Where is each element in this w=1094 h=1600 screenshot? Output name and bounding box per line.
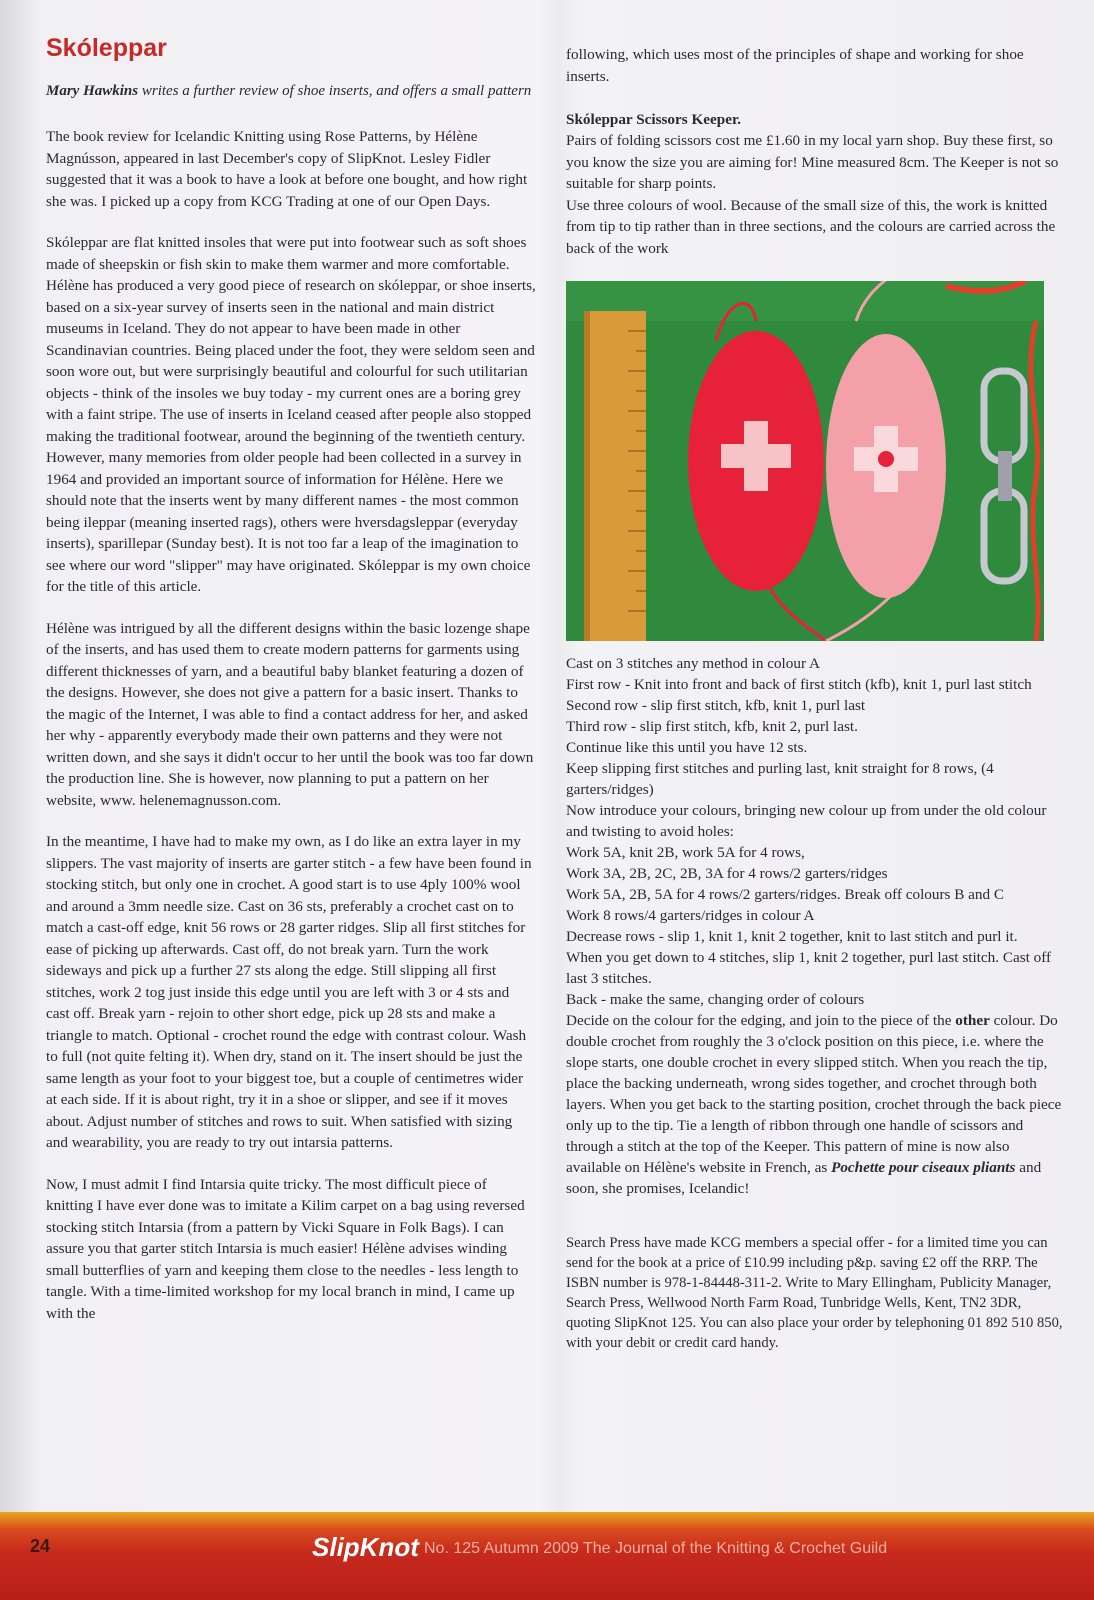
byline-author: Mary Hawkins xyxy=(46,83,139,99)
pattern-intro: Pairs of folding scissors cost me £1.60 in my local yarn shop. Buy these first, so you know the size you are aiming for! Mine measured 8cm. The Keeper is not so suitable for sharp points. xyxy=(566,132,1059,192)
pattern-instructions xyxy=(566,653,1066,1199)
byline-text: writes a further review of shoe inserts, and offers a small pattern xyxy=(138,83,532,99)
paragraph: The book review for Icelandic Knitting using Rose Patterns, by Hélène Magnússon, appeared in last December's copy of SlipKnot. Lesley Fidler suggested that it was a book to have a look at before one bought, and how right she was. I picked up a copy from KCG Trading at one of our Open Days. xyxy=(46,128,528,210)
article-byline xyxy=(46,81,536,102)
pattern-title: Skóleppar Scissors Keeper. xyxy=(566,111,742,128)
edging-instruction xyxy=(566,1010,1066,1199)
paragraph: Skóleppar are flat knitted insoles that were put into footwear such as soft shoes made of sheepskin or fish skin to make them warmer and more comfortable. Hélène has produced a very good piece of research on skóleppar, or shoe inserts, based on a six-year survey of inserts seen in the national and main district museums in Iceland. They do not appear to have been made in other Scandinavian countries. Being placed under the foot, they were seldom seen and soon wore out, but were surprisingly beautiful and colourful for such utilitarian objects - think of the insoles we buy today - my current ones are a boring grey with a faint stripe. The use of inserts in Iceland ceased after people also stopped making the traditional footwear, around the beginning of the twentieth century. However, many memories from older people had been collected in a survey in 1964 and provided an important source of information for Hélène. Here we should note that the inserts went by many different names - the most common being ileppar (meaning inserted rags), others were hversdagsleppar (everyday inserts), sparillepar (Sunday best). It is not too far a leap of the imagination to see where our word "slipper" may have originated. Skóleppar is my own choice for the title of this article. xyxy=(46,234,536,595)
instruction-line: Work 8 rows/4 garters/ridges in colour A xyxy=(566,907,815,924)
edging-text: colour. Do double crochet from roughly the 3 o'clock position on this piece, i.e. where the slope starts, one double crochet in every slipped stitch. When you reach the tip, place the backing underneath, wrong sides together, and crochet through both layers. When you get back to the starting position, crochet through the back piece only up to the tip. Tie a length of ribbon through one handle of scissors and through a stitch at the top of the Keeper. This pattern of mine is now also available on Hélène's website in French, as xyxy=(566,1012,1062,1176)
special-offer-paragraph: Search Press have made KCG members a special offer - for a limited time you can send for the book at a price of £10.99 including p&p. saving £2 off the RRP. The ISBN number is 978-1-84448-311-2. Write to Mary Ellingham, Publicity Manager, Search Press, Wellwood North Farm Road, Tunbridge Wells, Kent, TN2 3DR, quoting SlipKnot 125. You can also place your order by telephoning 01 892 510 850, with your debit or credit card handy. xyxy=(566,1235,1063,1351)
continued-paragraph: following, which uses most of the principles of shape and working for shoe inserts. xyxy=(566,46,1024,85)
edging-text: and soon, she promises, Icelandic! xyxy=(566,1159,1042,1197)
pink-keeper-centre xyxy=(878,451,894,467)
footer-logo: SlipKnot xyxy=(312,1532,419,1562)
instruction-line: When you get down to 4 stitches, slip 1, knit 2 together, purl last stitch. Cast off last 3 stitches. xyxy=(566,949,1052,987)
instruction-line: Keep slipping first stitches and purling last, knit straight for 8 rows, (4 garters/ridges) xyxy=(566,760,994,798)
paragraph: Now, I must admit I find Intarsia quite tricky. The most difficult piece of knitting I have ever done was to imitate a Kilim carpet on a bag using reversed stocking stitch Intarsia (from a pattern by Vicki Square in Folk Bags). I can assure you that garter stitch Intarsia is much easier! Hélène advises winding small butterflies of yarn and keeping them close to the needles - less length to tangle. With a time-limited workshop for my local branch in mind, I came up with the xyxy=(46,1175,525,1322)
instruction-line: Now introduce your colours, bringing new colour up from under the old colour and twisting to avoid holes: xyxy=(566,802,1047,840)
instruction-line: Second row - slip first stitch, kfb, knit 1, purl last xyxy=(566,697,866,714)
instruction-line: Continue like this until you have 12 sts. xyxy=(566,739,808,756)
page-number: 24 xyxy=(30,1536,51,1556)
paragraph: In the meantime, I have had to make my own, as I do like an extra layer in my slippers. The vast majority of inserts are garter stitch - a few have been found in stocking stitch, but only one in crochet. A good start is to use 4ply 100% wool and around a 3mm needle size. Cast on 36 sts, preferably a crochet cast on to match a cast-off edge, knit 56 rows or 28 garter ridges. Slip all first stitches for ease of picking up afterwards. Cast off, do not break yarn. Turn the work sideways and pick up a further 27 sts along the edge. Still slipping all first stitches, work 2 tog just inside this edge until you are left with 3 or 4 sts and cast off. Break yarn - rejoin to other short edge, pick up 28 sts and make a triangle to match. Optional - crochet round the edge with contrast colour. Wash to full (not quite felting it). When dry, stand on it. The insert should be just the same length as your foot to your biggest toe, but a couple of centimetres wider at each side. If it is about right, try it in a shoe or slipper, and see if it moves about. Adjust number of stitches and rows to suit. When satisfied with sizing and wearability, you are ready to try out intarsia patterns. xyxy=(46,833,532,1151)
instruction-line: Third row - slip first stitch, kfb, knit 2, purl last. xyxy=(566,718,858,735)
instruction-line: Work 3A, 2B, 2C, 2B, 3A for 4 rows/2 garters/ridges xyxy=(566,865,888,882)
edging-emphasis: other xyxy=(955,1012,990,1029)
photo-illustration xyxy=(566,281,1044,641)
left-column xyxy=(46,34,536,1344)
article-title: Skóleppar xyxy=(46,34,167,62)
pattern-intro: Use three colours of wool. Because of the small size of this, the work is knitted from tip to tip rather than in three sections, and the colours are carried across the back of the work xyxy=(566,196,1056,257)
instruction-line: Work 5A, 2B, 5A for 4 rows/2 garters/ridges. Break off colours B and C xyxy=(566,886,1005,903)
instruction-line: Cast on 3 stitches any method in colour A xyxy=(566,655,820,672)
ruler-image xyxy=(584,311,646,641)
paragraph: Hélène was intrigued by all the different designs within the basic lozenge shape of the inserts, and has used them to create modern patterns for garments using different thicknesses of yarn, and a beautiful baby blanket featuring a dozen of the designs. However, she does not give a pattern for a basic insert. Thanks to the magic of the Internet, I was able to find a contact address for her, and asked her why - apparently everybody made their own patterns and they were not written down, and she says it didn't occur to her until the book was too far down the production line. She is however, now planning to put a pattern on her website, www. helenemagnusson.com. xyxy=(46,619,534,809)
french-pattern-title: Pochette pour ciseaux pliants xyxy=(831,1159,1016,1176)
scissors-keeper-photo xyxy=(566,281,1044,641)
instruction-line: Decrease rows - slip 1, knit 1, knit 2 together, knit to last stitch and purl it. xyxy=(566,928,1018,945)
instruction-line: Back - make the same, changing order of colours xyxy=(566,991,865,1008)
instruction-line: First row - Knit into front and back of first stitch (kfb), knit 1, purl last stitch xyxy=(566,676,1032,693)
right-column xyxy=(566,44,1066,1353)
footer-issue-text: No. 125 Autumn 2009 The Journal of the Knitting & Crochet Guild xyxy=(424,1540,888,1557)
edging-text: Decide on the colour for the edging, and join to the piece of the xyxy=(566,1012,956,1029)
instruction-line: Work 5A, knit 2B, work 5A for 4 rows, xyxy=(566,844,805,861)
